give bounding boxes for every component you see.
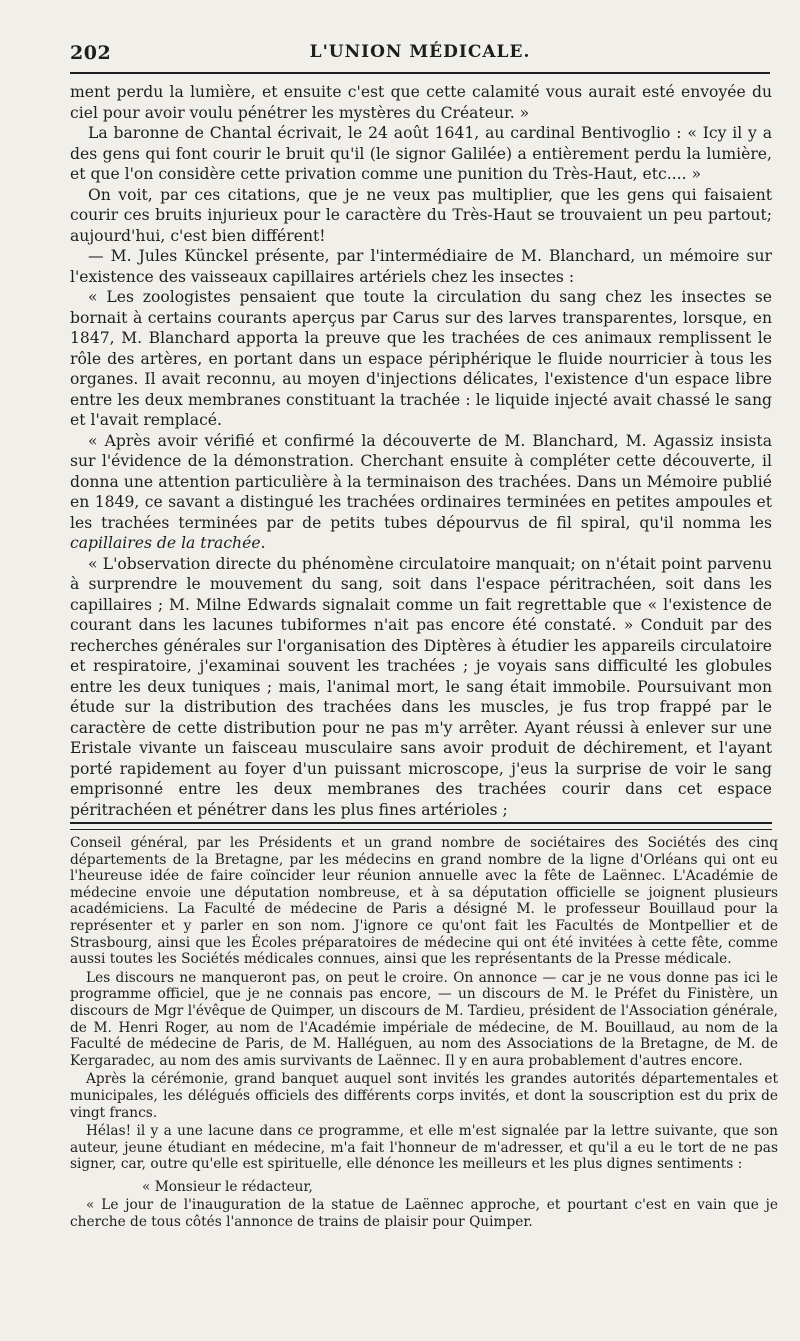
italic-term: capillaires de la trachée (70, 534, 261, 552)
running-title: L'UNION MÉDICALE. (309, 42, 531, 62)
paragraph-6 (70, 431, 772, 554)
paragraph-2: La baronne de Chantal écrivait, le 24 août 1641, au cardinal Bentivoglio : « Icy il y a des gens qui font courir le bruit qu'il (le signor Galilée) a entièrement perdu la lumière, et que l'on considère cette privation comme une punition du Très-Haut, etc.... » (70, 124, 772, 183)
letter-paragraph-1: « Le jour de l'inauguration de la statue de Laënnec approche, et pourtant c'est en vain que je cherche de tous côtés l'annonce de trains de plaisir pour Quimper. (70, 1197, 778, 1231)
feuilleton-paragraph-1: Conseil général, par les Présidents et un grand nombre de sociétaires des Sociétés des cinq départements de la Bretagne, par les médecins en grand nombre de la ligne d'Orléans qui ont eu l'heureuse idée de faire coïncider leur réunion annuelle avec la fête de Laënnec. L'Académie de médecine envoie une députation nombreuse, et à sa députation officielle se joignent plusieurs académiciens. La Faculté de médecine de Paris a désigné M. le professeur Bouillaud pour la représenter et y parler en son nom. J'ignore ce qu'ont fait les Facultés de Montpellier et de Strasbourg, ainsi que les Écoles préparatoires de médecine qui ont été invitées à cette fête, comme aussi toutes les Sociétés médicales connues, ainsi que les représentants de la Presse médicale. (70, 835, 778, 968)
feuilleton-paragraph-4: Hélas! il y a une lacune dans ce programme, et elle m'est signalée par la lettre suivante, que son auteur, jeune étudiant en médecine, m'a fait l'honneur de m'adresser, et qu'il a eu le tort de ne pas signer, car, outre qu'elle est spirituelle, elle dénonce les meilleurs et les plus dignes sentiments : (70, 1123, 778, 1173)
feuilleton-paragraph-2: Les discours ne manqueront pas, on peut le croire. On annonce — car je ne vous donne pas ici le programme officiel, que je ne connais pas encore, — un discours de M. le Préfet du Finistère, un discours de Mgr l'évêque de Quimper, un discours de M. Tardieu, président de l'Association générale, de M. Henri Roger, au nom de l'Académie impériale de médecine, de M. Bouillaud, au nom de la Faculté de médecine de Paris, de M. Halléguen, au nom des Associations de la Bretagne, de M. de Kergaradec, au nom des amis survivants de Laënnec. Il y en aura probablement d'autres encore. (70, 969, 778, 1069)
header-rule (70, 72, 770, 74)
main-column (70, 82, 772, 820)
paragraph-7: « L'observation directe du phénomène circulatoire manquait; on n'était point parvenu à surprendre le mouvement du sang, soit dans l'espace péritrachéen, soit dans les capillaires ; M. Milne Edwards signalait comme un fait regrettable que « l'existence de courant dans les lacunes tubiformes n'ait pas encore été constaté. » Conduit par des recherches générales sur l'organisation des Diptères à étudier les appareils circulatoire et respiratoire, j'examinai souvent les trachées ; je voyais sans difficulté les globules entre les deux tuniques ; mais, l'animal mort, le sang était immobile. Poursuivant mon étude sur la distribution des trachées dans les muscles, je fus trop frappé par le caractère de cette distribution pour ne pas m'y arrêter. Ayant réussi à enlever sur une Eristale vivante un faisceau musculaire sans avoir produit de déchirement, et l'ayant porté rapidement au foyer d'un puissant microscope, j'eus la surprise de voir le sang emprisonné entre les deux membranes des trachées courir dans cet espace péritrachéen et pénétrer dans les plus fines artérioles ; (70, 554, 772, 819)
paragraph-3: On voit, par ces citations, que je ne veux pas multiplier, que les gens qui faisaient courir ces bruits injurieux pour le caractère du Très-Haut se trouvaient un peu partout; aujourd'hui, c'est bien différent! (70, 185, 772, 245)
italic-term-end: . (260, 534, 266, 552)
paragraph-4: — M. Jules Künckel présente, par l'intermédiaire de M. Blanchard, un mémoire sur l'existence des vaisseaux capillaires artériels chez les insectes : (70, 247, 772, 286)
page-number: 202 (70, 42, 112, 64)
paragraph-5: « Les zoologistes pensaient que toute la circulation du sang chez les insectes se bornait à certains courants aperçus par Carus sur des larves transparentes, lorsque, en 1847, M. Blanchard apporta la preuve que les trachées de ces animaux remplissent le rôle des artères, en portant dans un espace périphérique le fluide nourricier à tous les organes. Il avait reconnu, au moyen d'injections délicates, l'existence d'un espace libre entre les deux membranes constituant la trachée : le liquide injecté avait chassé le sang et l'avait remplacé. (70, 288, 772, 429)
feuilleton-separator (70, 822, 772, 830)
letter-salutation: « Monsieur le rédacteur, (142, 1178, 313, 1195)
paragraph-1: ment perdu la lumière, et ensuite c'est que cette calamité vous aurait esté envoyée du ciel pour avoir voulu pénétrer les mystères du Créateur. » (70, 83, 772, 122)
feuilleton-column (70, 835, 778, 1233)
page-header (70, 42, 770, 70)
paragraph-6-text: « Après avoir vérifié et confirmé la découverte de M. Blanchard, M. Agassiz insista sur l'évidence de la démonstration. Cherchant ensuite à compléter cette découverte, il donna une attention particulière à la terminaison des trachées. Dans un Mémoire publié en 1849, ce savant a distingué les trachées ordinaires terminées en petites ampoules et les trachées terminées par de petits tubes dépourvus de fil spiral, qu'il nomma les (70, 431, 772, 532)
feuilleton-paragraph-3: Après la cérémonie, grand banquet auquel sont invités les grandes autorités départementales et municipales, les délégués officiels des différents corps invités, et dont la souscription est du prix de vingt francs. (70, 1071, 778, 1121)
